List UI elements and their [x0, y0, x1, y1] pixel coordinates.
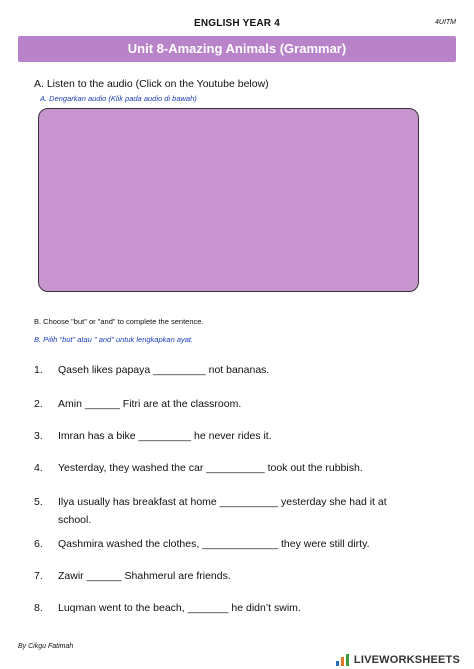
question-number: 7.: [34, 570, 43, 582]
question-text: Yesterday, they washed the car __________ took out the rubbish.: [58, 462, 363, 474]
question-6: [34, 536, 454, 553]
question-text: Ilya usually has breakfast at home __________ yesterday she had it at: [58, 496, 387, 508]
header: [0, 18, 474, 34]
question-2: [34, 396, 454, 413]
question-3: [34, 428, 454, 445]
question-7: [34, 568, 454, 585]
question-number: 2.: [34, 398, 43, 410]
question-8: [34, 600, 454, 617]
unit-title-banner: Unit 8-Amazing Animals (Grammar): [18, 36, 456, 62]
section-b-title: B. Choose "but" or "and" to complete the sentence.: [34, 317, 204, 326]
question-text: Zawir ______ Shahmerul are friends.: [58, 570, 231, 582]
question-text: Imran has a bike _________ he never rides it.: [58, 430, 272, 442]
question-number: 8.: [34, 602, 43, 614]
worksheet-subject: ENGLISH YEAR 4: [194, 18, 280, 29]
question-text-continuation: school.: [58, 514, 92, 526]
section-a-subtitle: A. Dengarkan audio (Klik pada audio di bawah): [40, 94, 197, 103]
question-text: Amin ______ Fitri are at the classroom.: [58, 398, 242, 410]
question-number: 3.: [34, 430, 43, 442]
question-number: 4.: [34, 462, 43, 474]
question-1: [34, 362, 454, 379]
section-b-subtitle: B. Pilih "but" atau " and" untuk lengkapkan ayat.: [34, 335, 194, 344]
bar-chart-icon: [336, 654, 350, 666]
question-text: Luqman went to the beach, _______ he didn’t swim.: [58, 602, 301, 614]
question-number: 5.: [34, 496, 43, 508]
logo-text: LIVEWORKSHEETS: [353, 653, 460, 666]
question-text: Qaseh likes papaya _________ not bananas.: [58, 364, 270, 376]
question-5: [34, 494, 454, 529]
question-number: 6.: [34, 538, 43, 550]
youtube-video-embed[interactable]: [38, 108, 419, 292]
question-number: 1.: [34, 364, 43, 376]
section-a-title: A. Listen to the audio (Click on the Youtube below): [34, 78, 269, 90]
question-text: Qashmira washed the clothes, _____________ they were still dirty.: [58, 538, 370, 550]
question-4: [34, 460, 454, 477]
class-code: 4UITM: [435, 19, 456, 26]
author-credit: By Cikgu Fatimah: [18, 643, 74, 650]
liveworksheets-logo[interactable]: [336, 652, 460, 667]
